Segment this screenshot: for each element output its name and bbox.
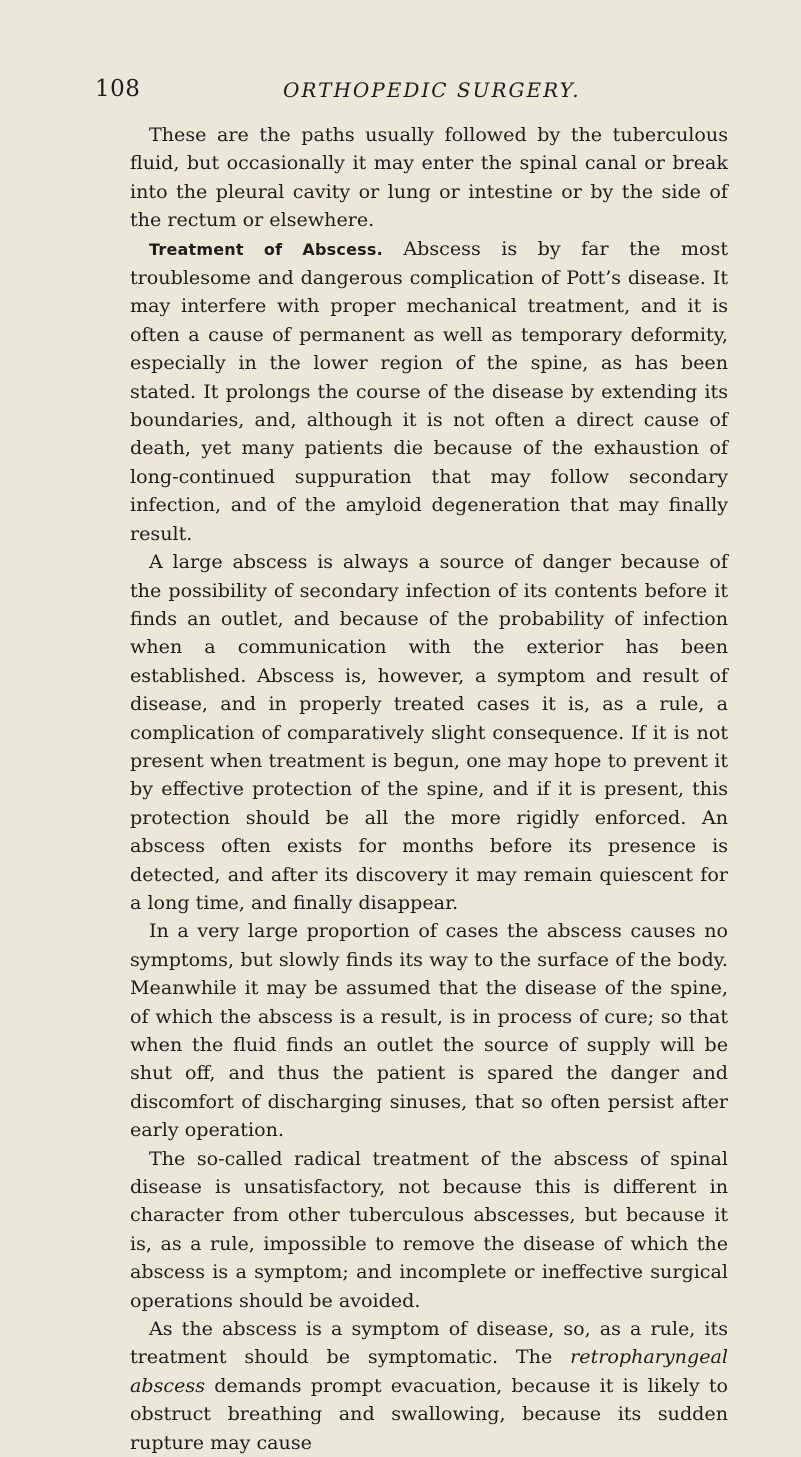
paragraph-fluid-paths: These are the paths usually followed by the tuberculous fluid, but occasionally it may enter the spinal canal or break into the pleural cavity or lung or intestine or by the side of the rectum or elsewhere. xyxy=(130,123,728,232)
page-header xyxy=(95,76,761,112)
paragraph-text: Abscess is by far the most troublesome and dangerous complication of Pott’s disease. It may interfere with proper mechanical treatment, and it is often a cause of permanent as well as temporary deformity, especially in the lower region of the spine, as has been stated. It prolongs the course of the disease by extending its boundaries, and, although it is not often a direct cause of death, yet many patients die because of the exhaustion of long-continued suppuration that may follow secondary infection, and of the amyloid degeneration that may finally result. xyxy=(130,236,728,545)
section-heading-treatment-of-abscess: Treatment of Abscess. xyxy=(149,239,383,259)
italic-term-retropharyngeal-abscess: retropharyngeal abscess xyxy=(130,1345,728,1397)
paragraph-radical-treatment: The so-called radical treatment of the abscess of spinal disease is unsatisfactory, not because this is different in character from other tuberculous abscesses, but because it is, as a rule, impossible to remove the disease of which the abscess is a symptom; and incomplete or ineffective surgical operations should be avoided. xyxy=(130,1146,728,1312)
paragraph-symptomatic-treatment xyxy=(130,1315,728,1457)
paragraph-text: demands prompt evacuation, because it is likely to obstruct breathing and swallowing, because its sudden rupture may cause xyxy=(130,1373,728,1454)
paragraph-no-symptoms: In a very large proportion of cases the abscess causes no symptoms, but slowly finds its way to the surface of the body. Meanwhile it may be assumed that the disease of the spine, of which the abscess is a result, is in process of cure; so that when the fluid finds an outlet the source of supply will be shut off, and thus the patient is spared the danger and discomfort of discharging sinuses, that so often persist after early operation. xyxy=(130,919,728,1142)
body-text xyxy=(130,121,728,1457)
paragraph-treatment-of-abscess xyxy=(130,235,728,548)
paragraph-text: As the abscess is a symptom of disease, so, as a rule, its treatment should be symptomatic. The xyxy=(130,1317,728,1369)
running-title: ORTHOPEDIC SURGERY. xyxy=(283,78,581,102)
page-number: 108 xyxy=(95,76,141,102)
paragraph-large-abscess: A large abscess is always a source of danger because of the possibility of secondary infection of its contents before it finds an outlet, and because of the probability of infection when a communication with the exterior has been established. Abscess is, however, a symptom and result of disease, and in properly treated cases it is, as a rule, a complication of comparatively slight consequence. If it is not present when treatment is begun, one may hope to prevent it by effective protection of the spine, and if it is present, this protection should be all the more rigidly enforced. An abscess often exists for months before its presence is detected, and after its discovery it may remain quiescent for a long time, and finally disappear. xyxy=(130,550,728,914)
